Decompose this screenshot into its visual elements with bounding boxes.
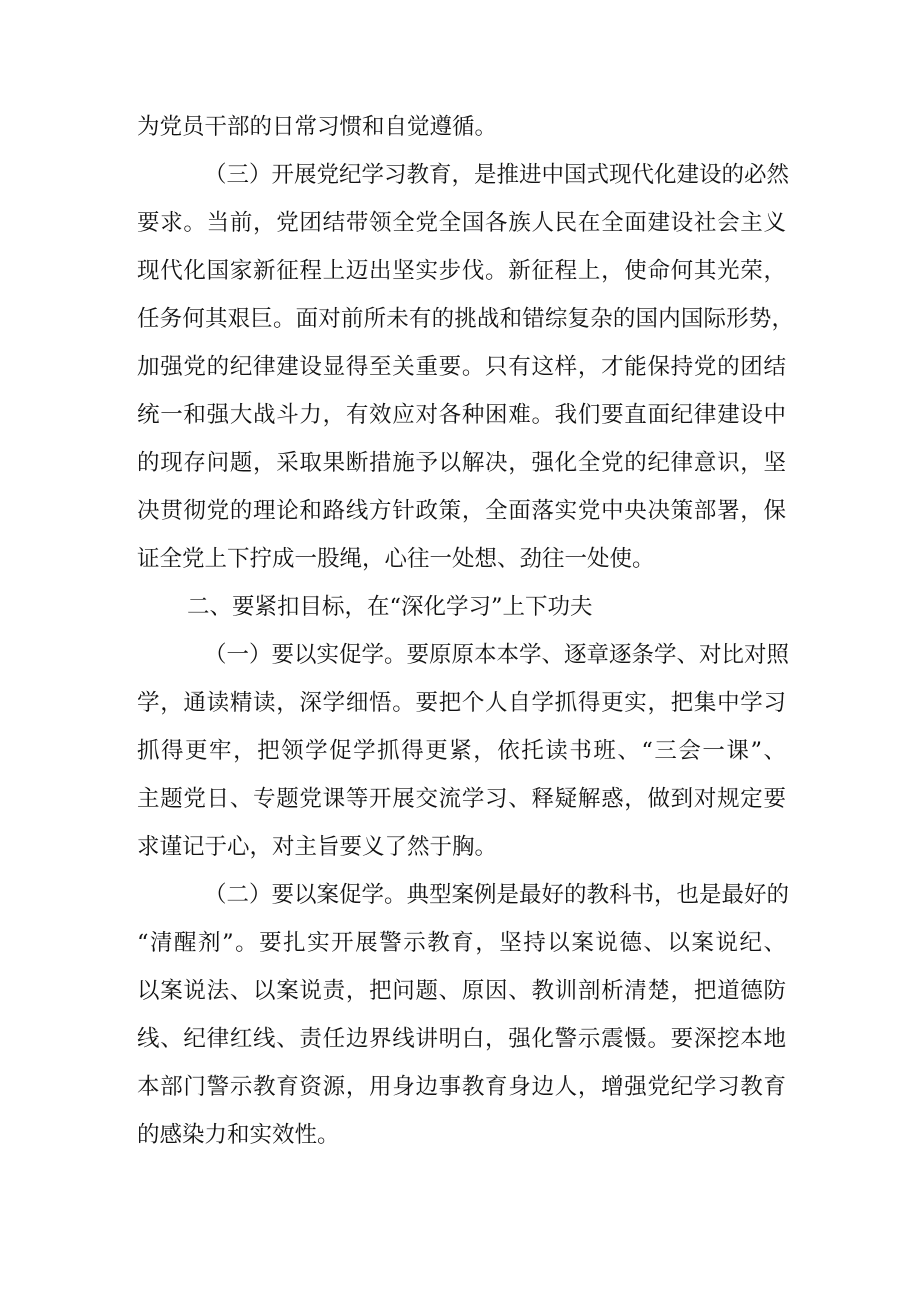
text-line: 线、纪律红线、责任边界线讲明白，强化警示震慑。要深挖本地 [137, 1026, 786, 1052]
text-line: 以案说法、以案说责，把问题、原因、教训剖析清楚，把道德防 [137, 978, 786, 1004]
paragraph-first-line: （三）开展党纪学习教育，是推进中国式现代化建设的必然 [204, 162, 790, 188]
text-line: 决贯彻党的理论和路线方针政策，全面落实党中央决策部署，保 [137, 498, 786, 524]
text-line: 主题党日、专题党课等开展交流学习、释疑解惑，做到对规定要 [137, 786, 786, 812]
text-line: 任务何其艰巨。面对前所未有的挑战和错综复杂的国内国际形势， [137, 306, 794, 332]
text-line: 为党员干部的日常习惯和自觉遵循。 [137, 114, 498, 140]
text-line: 证全党上下拧成一股绳，心往一处想、劲往一处使。 [137, 546, 655, 572]
paragraph-first-line: （一）要以实促学。要原原本本学、逐章逐条学、对比对照 [204, 642, 790, 668]
text-line: 的感染力和实效性。 [137, 1122, 340, 1148]
text-line: 求谨记于心，对主旨要义了然于胸。 [137, 834, 498, 860]
text-line: 的现存问题，采取果断措施予以解决，强化全党的纪律意识，坚 [137, 450, 786, 476]
text-line: 加强党的纪律建设显得至关重要。只有这样，才能保持党的团结 [137, 354, 786, 380]
section-heading: 二、要紧扣目标，在“深化学习”上下功夫 [187, 594, 593, 620]
text-line: 学，通读精读，深学细悟。要把个人自学抓得更实，把集中学习 [137, 690, 786, 716]
text-line: 现代化国家新征程上迈出坚实步伐。新征程上，使命何其光荣， [137, 258, 786, 284]
text-line: 本部门警示教育资源，用身边事教育身边人，增强党纪学习教育 [137, 1074, 786, 1100]
paragraph-first-line: （二）要以案促学。典型案例是最好的教科书，也是最好的 [204, 882, 790, 908]
text-line: “清醒剂”。要扎实开展警示教育，坚持以案说德、以案说纪、 [137, 930, 786, 956]
text-line: 抓得更牢，把领学促学抓得更紧，依托读书班、“三会一课”、 [137, 738, 786, 764]
text-line: 统一和强大战斗力，有效应对各种困难。我们要直面纪律建设中 [137, 402, 786, 428]
text-line: 要求。当前，党团结带领全党全国各族人民在全面建设社会主义 [137, 210, 786, 236]
